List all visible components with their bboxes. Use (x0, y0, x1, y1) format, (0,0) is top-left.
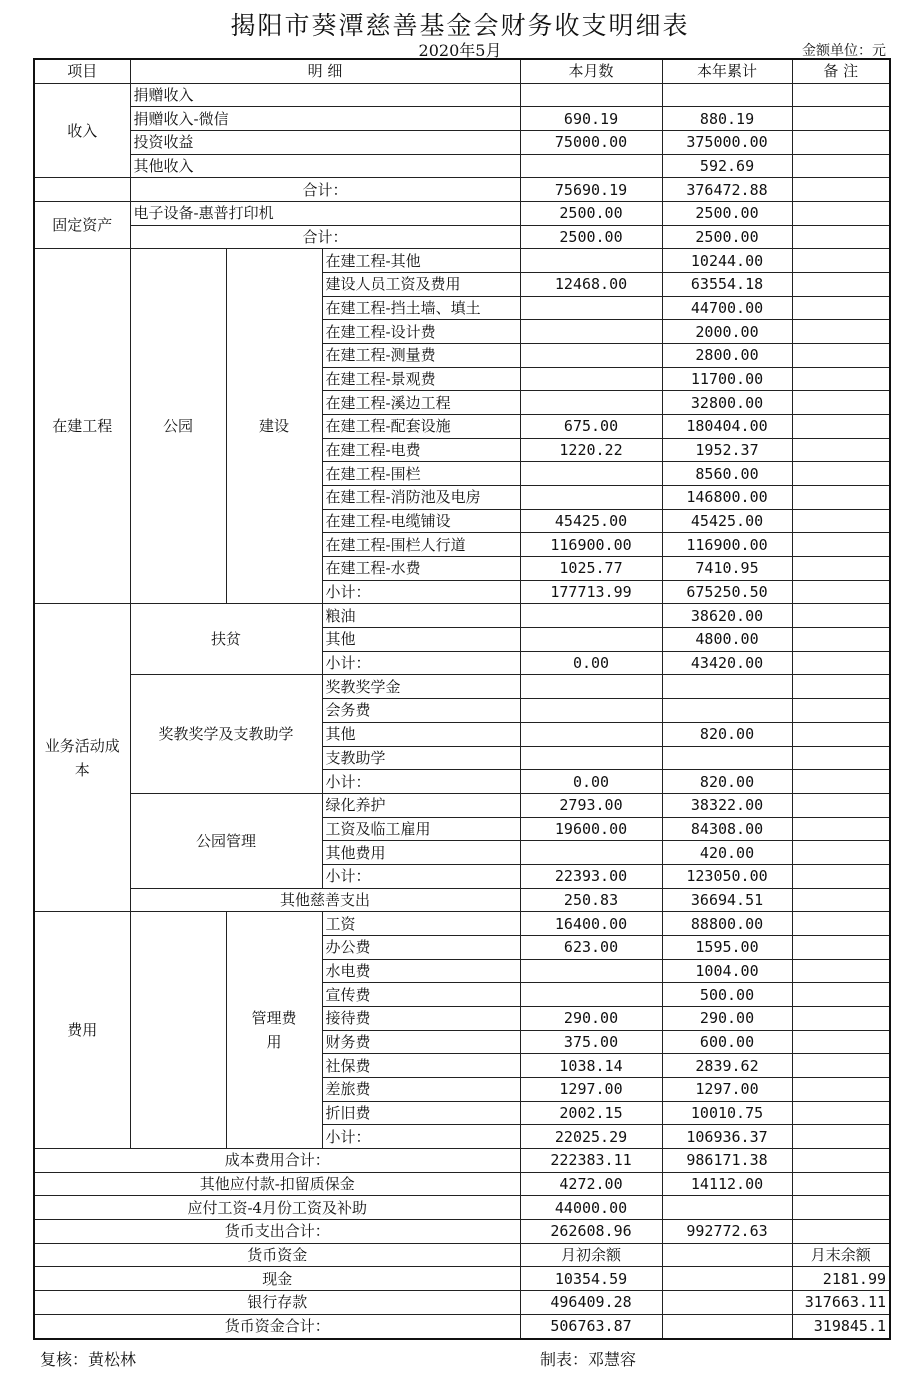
item-name-cell: 办公费 (322, 935, 520, 959)
ytd-value-cell: 600.00 (662, 1030, 792, 1054)
ytd-value-cell (662, 1196, 792, 1220)
ytd-value-cell: 820.00 (662, 722, 792, 746)
subgroup-label-poverty: 扶贫 (130, 604, 322, 675)
item-name-cell: 工资及临工雇用 (322, 817, 520, 841)
item-name-cell: 其他费用 (322, 841, 520, 865)
ytd-value-cell: 1952.37 (662, 438, 792, 462)
note-cell (792, 1172, 890, 1196)
ytd-value-cell: 116900.00 (662, 533, 792, 557)
month-value-cell (520, 722, 662, 746)
ytd-value-cell: 10010.75 (662, 1101, 792, 1125)
item-name-cell: 折旧费 (322, 1101, 520, 1125)
col-header-item: 项目 (34, 59, 130, 83)
note-cell (792, 131, 890, 155)
summary-row (34, 1148, 890, 1172)
subgroup-label-education: 奖教奖学及支教助学 (130, 675, 322, 793)
month-value-cell (520, 628, 662, 652)
ytd-value-cell (662, 83, 792, 107)
item-name-cell: 捐赠收入-微信 (130, 107, 520, 131)
page-title: 揭阳市葵潭慈善基金会财务收支明细表 (230, 11, 690, 40)
note-cell (792, 225, 890, 249)
month-value-cell (520, 344, 662, 368)
month-value-cell (520, 486, 662, 510)
month-value-cell: 2500.00 (520, 225, 662, 249)
summary-row (34, 1196, 890, 1220)
item-name-cell: 在建工程-水费 (322, 557, 520, 581)
month-value-cell (520, 367, 662, 391)
ytd-value-cell (662, 699, 792, 723)
note-cell (792, 793, 890, 817)
note-cell (792, 273, 890, 297)
item-name-cell: 在建工程-测量费 (322, 344, 520, 368)
ytd-value-cell (662, 746, 792, 770)
month-value-cell (520, 841, 662, 865)
ytd-value-cell: 992772.63 (662, 1219, 792, 1243)
note-cell (792, 1196, 890, 1220)
cash-label-cell: 现金 (34, 1267, 520, 1291)
section-label-business: 业务活动成本 (34, 604, 130, 912)
month-value-cell (520, 959, 662, 983)
ytd-value-cell: 10244.00 (662, 249, 792, 273)
note-cell (792, 912, 890, 936)
item-name-cell: 在建工程-其他 (322, 249, 520, 273)
col-header-end-balance: 月末余额 (792, 1243, 890, 1267)
month-value-cell: 19600.00 (520, 817, 662, 841)
note-cell (792, 1077, 890, 1101)
month-value-cell: 290.00 (520, 1006, 662, 1030)
ytd-value-cell: 1004.00 (662, 959, 792, 983)
empty-cell (662, 1314, 792, 1339)
note-cell (792, 1030, 890, 1054)
note-cell (792, 296, 890, 320)
item-name-cell: 捐赠收入 (130, 83, 520, 107)
note-cell (792, 888, 890, 912)
ytd-value-cell: 84308.00 (662, 817, 792, 841)
note-cell (792, 628, 890, 652)
note-cell (792, 533, 890, 557)
section-label-income: 收入 (34, 83, 130, 178)
cash-label-cell: 银行存款 (34, 1290, 520, 1314)
ytd-value-cell: 2500.00 (662, 225, 792, 249)
item-name-cell: 在建工程-消防池及电房 (322, 486, 520, 510)
ytd-value-cell: 820.00 (662, 770, 792, 794)
month-value-cell: 2500.00 (520, 202, 662, 226)
empty-cell (34, 178, 130, 202)
note-cell (792, 675, 890, 699)
ytd-value-cell: 123050.00 (662, 864, 792, 888)
ledger-body (34, 59, 890, 1339)
month-value-cell: 1025.77 (520, 557, 662, 581)
item-name-cell: 建设人员工资及费用 (322, 273, 520, 297)
ytd-value-cell: 36694.51 (662, 888, 792, 912)
month-value-cell: 16400.00 (520, 912, 662, 936)
income-total-row (34, 178, 890, 202)
note-cell (792, 604, 890, 628)
item-name-cell: 小计： (322, 1125, 520, 1149)
subgroup-label-park: 公园 (130, 249, 226, 604)
month-value-cell: 75000.00 (520, 131, 662, 155)
item-name-cell: 在建工程-溪边工程 (322, 391, 520, 415)
month-value-cell: 250.83 (520, 888, 662, 912)
header-row (34, 59, 890, 83)
note-cell (792, 817, 890, 841)
ytd-value-cell: 4800.00 (662, 628, 792, 652)
summary-row (34, 1219, 890, 1243)
note-cell (792, 367, 890, 391)
month-value-cell (520, 983, 662, 1007)
note-cell (792, 249, 890, 273)
item-name-cell: 在建工程-电费 (322, 438, 520, 462)
begin-balance-cell: 10354.59 (520, 1267, 662, 1291)
ytd-value-cell (662, 675, 792, 699)
ytd-value-cell: 420.00 (662, 841, 792, 865)
col-header-detail: 明 细 (130, 59, 520, 83)
cash-row (34, 1267, 890, 1291)
note-cell (792, 770, 890, 794)
item-name-cell: 会务费 (322, 699, 520, 723)
construction-row (34, 249, 890, 273)
note-cell (792, 107, 890, 131)
note-cell (792, 746, 890, 770)
item-name-cell: 在建工程-配套设施 (322, 415, 520, 439)
month-value-cell (520, 154, 662, 178)
month-value-cell: 22393.00 (520, 864, 662, 888)
month-value-cell: 375.00 (520, 1030, 662, 1054)
item-name-cell: 社保费 (322, 1054, 520, 1078)
item-name-cell: 其他收入 (130, 154, 520, 178)
income-row (34, 154, 890, 178)
item-name-cell: 其他 (322, 628, 520, 652)
note-cell (792, 202, 890, 226)
ytd-value-cell: 63554.18 (662, 273, 792, 297)
ytd-value-cell: 290.00 (662, 1006, 792, 1030)
month-value-cell: 116900.00 (520, 533, 662, 557)
col-header-begin-balance: 月初余额 (520, 1243, 662, 1267)
item-name-cell: 在建工程-挡土墙、填土 (322, 296, 520, 320)
note-cell (792, 509, 890, 533)
month-value-cell: 1038.14 (520, 1054, 662, 1078)
note-cell (792, 651, 890, 675)
ytd-value-cell: 38620.00 (662, 604, 792, 628)
month-value-cell: 2793.00 (520, 793, 662, 817)
note-cell (792, 438, 890, 462)
end-balance-cell: 2181.99 (792, 1267, 890, 1291)
note-cell (792, 1125, 890, 1149)
ytd-value-cell: 1595.00 (662, 935, 792, 959)
item-name-cell: 在建工程-围栏人行道 (322, 533, 520, 557)
note-cell (792, 1148, 890, 1172)
note-cell (792, 557, 890, 581)
ytd-value-cell: 44700.00 (662, 296, 792, 320)
month-value-cell (520, 604, 662, 628)
month-value-cell: 12468.00 (520, 273, 662, 297)
ytd-value-cell: 45425.00 (662, 509, 792, 533)
month-value-cell (520, 320, 662, 344)
note-cell (792, 580, 890, 604)
item-name-cell: 差旅费 (322, 1077, 520, 1101)
item-name-cell: 在建工程-设计费 (322, 320, 520, 344)
note-cell (792, 486, 890, 510)
note-cell (792, 864, 890, 888)
note-cell (792, 959, 890, 983)
item-name-cell: 工资 (322, 912, 520, 936)
ytd-value-cell: 500.00 (662, 983, 792, 1007)
ytd-value-cell: 986171.38 (662, 1148, 792, 1172)
currency-unit: 金额单位：元 (802, 43, 886, 59)
item-name-cell: 其他慈善支出 (130, 888, 520, 912)
item-name-cell: 奖教奖学金 (322, 675, 520, 699)
empty-cell (662, 1243, 792, 1267)
item-name-cell: 绿化养护 (322, 793, 520, 817)
col-header-ytd: 本年累计 (662, 59, 792, 83)
month-value-cell (520, 83, 662, 107)
reviewer-signature: 复核：黄松林 (40, 1350, 137, 1369)
ytd-value-cell: 106936.37 (662, 1125, 792, 1149)
subgroup-label-park: 公园管理 (130, 793, 322, 888)
total-label-cell: 合计： (130, 178, 520, 202)
note-cell (792, 841, 890, 865)
note-cell (792, 462, 890, 486)
note-cell (792, 1054, 890, 1078)
report-period: 2020年5月 (418, 41, 502, 60)
cash-row (34, 1314, 890, 1339)
note-cell (792, 154, 890, 178)
ytd-value-cell: 11700.00 (662, 367, 792, 391)
note-cell (792, 320, 890, 344)
begin-balance-cell: 506763.87 (520, 1314, 662, 1339)
ytd-value-cell: 2839.62 (662, 1054, 792, 1078)
month-value-cell: 4272.00 (520, 1172, 662, 1196)
summary-row (34, 1172, 890, 1196)
income-row (34, 83, 890, 107)
ytd-value-cell: 43420.00 (662, 651, 792, 675)
empty-cell (662, 1267, 792, 1291)
cash-label-cell: 货币资金合计： (34, 1314, 520, 1339)
note-cell (792, 1101, 890, 1125)
month-value-cell: 22025.29 (520, 1125, 662, 1149)
cash-header-row (34, 1243, 890, 1267)
ytd-value-cell: 375000.00 (662, 131, 792, 155)
note-cell (792, 344, 890, 368)
note-cell (792, 391, 890, 415)
note-cell (792, 83, 890, 107)
cash-row (34, 1290, 890, 1314)
month-value-cell (520, 296, 662, 320)
item-name-cell: 支教助学 (322, 746, 520, 770)
note-cell (792, 935, 890, 959)
subgroup-label-build: 建设 (226, 249, 322, 604)
end-balance-cell: 319845.1 (792, 1314, 890, 1339)
month-value-cell: 675.00 (520, 415, 662, 439)
col-header-month: 本月数 (520, 59, 662, 83)
month-value-cell: 262608.96 (520, 1219, 662, 1243)
ytd-value-cell: 8560.00 (662, 462, 792, 486)
empty-cell (662, 1290, 792, 1314)
cash-header-label: 货币资金 (34, 1243, 520, 1267)
item-name-cell: 投资收益 (130, 131, 520, 155)
ytd-value-cell: 376472.88 (662, 178, 792, 202)
ytd-value-cell: 592.69 (662, 154, 792, 178)
item-name-cell: 其他 (322, 722, 520, 746)
month-value-cell (520, 249, 662, 273)
summary-label-cell: 货币支出合计： (34, 1219, 520, 1243)
item-name-cell: 电子设备-惠普打印机 (130, 202, 520, 226)
total-label-cell: 合计： (130, 225, 520, 249)
business-row (34, 604, 890, 628)
section-label-fixed-assets: 固定资产 (34, 202, 130, 249)
col-header-note: 备 注 (792, 59, 890, 83)
expense-row (34, 912, 890, 936)
summary-label-cell: 成本费用合计： (34, 1148, 520, 1172)
other-charity-row (34, 888, 890, 912)
note-cell (792, 415, 890, 439)
summary-label-cell: 其他应付款-扣留质保金 (34, 1172, 520, 1196)
note-cell (792, 1006, 890, 1030)
ytd-value-cell: 38322.00 (662, 793, 792, 817)
month-value-cell (520, 746, 662, 770)
month-value-cell: 0.00 (520, 651, 662, 675)
month-value-cell (520, 699, 662, 723)
item-name-cell: 小计： (322, 651, 520, 675)
preparer-signature: 制表：邓慧容 (540, 1350, 637, 1369)
item-name-cell: 粮油 (322, 604, 520, 628)
item-name-cell: 小计： (322, 864, 520, 888)
month-value-cell: 1297.00 (520, 1077, 662, 1101)
ytd-value-cell: 2800.00 (662, 344, 792, 368)
month-value-cell: 177713.99 (520, 580, 662, 604)
ytd-value-cell: 880.19 (662, 107, 792, 131)
item-name-cell: 宣传费 (322, 983, 520, 1007)
ytd-value-cell: 2500.00 (662, 202, 792, 226)
begin-balance-cell: 496409.28 (520, 1290, 662, 1314)
fixed-asset-row (34, 202, 890, 226)
section-label-construction: 在建工程 (34, 249, 130, 604)
month-value-cell: 1220.22 (520, 438, 662, 462)
ytd-value-cell: 146800.00 (662, 486, 792, 510)
finance-ledger-table (33, 58, 891, 1340)
month-value-cell: 690.19 (520, 107, 662, 131)
income-row (34, 107, 890, 131)
fixed-asset-total-row (34, 225, 890, 249)
month-value-cell (520, 675, 662, 699)
month-value-cell (520, 391, 662, 415)
ytd-value-cell: 180404.00 (662, 415, 792, 439)
summary-label-cell: 应付工资-4月份工资及补助 (34, 1196, 520, 1220)
ytd-value-cell: 675250.50 (662, 580, 792, 604)
month-value-cell (520, 462, 662, 486)
item-name-cell: 财务费 (322, 1030, 520, 1054)
section-label-expenses: 费用 (34, 912, 130, 1149)
month-value-cell: 623.00 (520, 935, 662, 959)
note-cell (792, 178, 890, 202)
end-balance-cell: 317663.11 (792, 1290, 890, 1314)
month-value-cell: 75690.19 (520, 178, 662, 202)
empty-cell (130, 912, 226, 1149)
subgroup-label-admin: 管理费用 (226, 912, 322, 1149)
month-value-cell: 2002.15 (520, 1101, 662, 1125)
item-name-cell: 在建工程-围栏 (322, 462, 520, 486)
month-value-cell: 0.00 (520, 770, 662, 794)
ytd-value-cell: 32800.00 (662, 391, 792, 415)
item-name-cell: 水电费 (322, 959, 520, 983)
month-value-cell: 222383.11 (520, 1148, 662, 1172)
item-name-cell: 在建工程-景观费 (322, 367, 520, 391)
item-name-cell: 接待费 (322, 1006, 520, 1030)
note-cell (792, 722, 890, 746)
item-name-cell: 小计： (322, 770, 520, 794)
month-value-cell: 44000.00 (520, 1196, 662, 1220)
ytd-value-cell: 7410.95 (662, 557, 792, 581)
business-row (34, 793, 890, 817)
ytd-value-cell: 88800.00 (662, 912, 792, 936)
income-row (34, 131, 890, 155)
item-name-cell: 小计： (322, 580, 520, 604)
note-cell (792, 983, 890, 1007)
item-name-cell: 在建工程-电缆铺设 (322, 509, 520, 533)
ytd-value-cell: 2000.00 (662, 320, 792, 344)
note-cell (792, 1219, 890, 1243)
note-cell (792, 699, 890, 723)
month-value-cell: 45425.00 (520, 509, 662, 533)
business-row (34, 675, 890, 699)
ytd-value-cell: 14112.00 (662, 1172, 792, 1196)
ytd-value-cell: 1297.00 (662, 1077, 792, 1101)
